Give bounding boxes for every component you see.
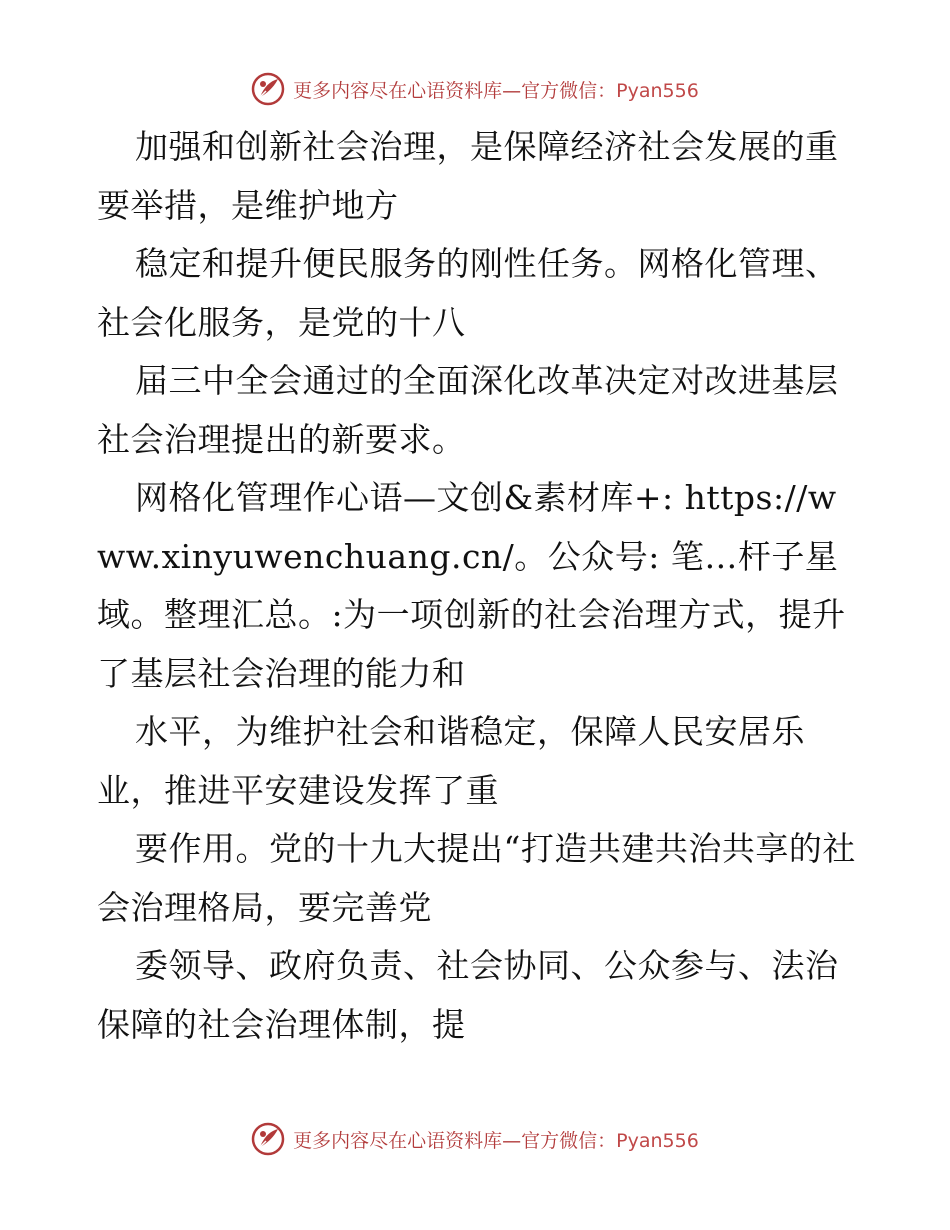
paragraph-1: 加强和创新社会治理，是保障经济社会发展的重要举措，是维护地方 [97, 127, 839, 225]
feather-pen-icon [251, 72, 285, 106]
header-banner-text [293, 76, 699, 103]
page-header-banner [0, 72, 950, 106]
paragraph-6: 要作用。党的十九大提出“打造共建共治共享的社会治理格局，要完善党 [97, 829, 856, 927]
header-banner-label: 更多内容尽在心语资料库—官方微信： [293, 79, 617, 102]
paragraph-5: 水平，为维护社会和谐稳定，保障人民安居乐业，推进平安建设发挥了重 [97, 712, 805, 810]
footer-banner-label: 更多内容尽在心语资料库—官方微信： [293, 1129, 617, 1152]
page-footer-banner [0, 1122, 950, 1156]
document-body [97, 118, 857, 1054]
paragraph-2: 稳定和提升便民服务的刚性任务。网格化管理、社会化服务，是党的十八 [97, 244, 839, 342]
header-wechat-id: Pyan556 [616, 79, 699, 102]
footer-banner-text [293, 1126, 699, 1153]
paragraph-3: 届三中全会通过的全面深化改革决定对改进基层社会治理提出的新要求。 [97, 361, 839, 459]
feather-pen-icon [251, 1122, 285, 1156]
paragraph-7: 委领导、政府负责、社会协同、公众参与、法治保障的社会治理体制，提 [97, 946, 839, 1044]
footer-wechat-id: Pyan556 [616, 1129, 699, 1152]
paragraph-4: 网格化管理作心语—文创&素材库+: https://www.xinyuwenchuang.cn/。公众号: 笔…杆子星域。整理汇总。:为一项创新的社会治理方式，提升了基层社会治理的能力和 [97, 478, 846, 693]
